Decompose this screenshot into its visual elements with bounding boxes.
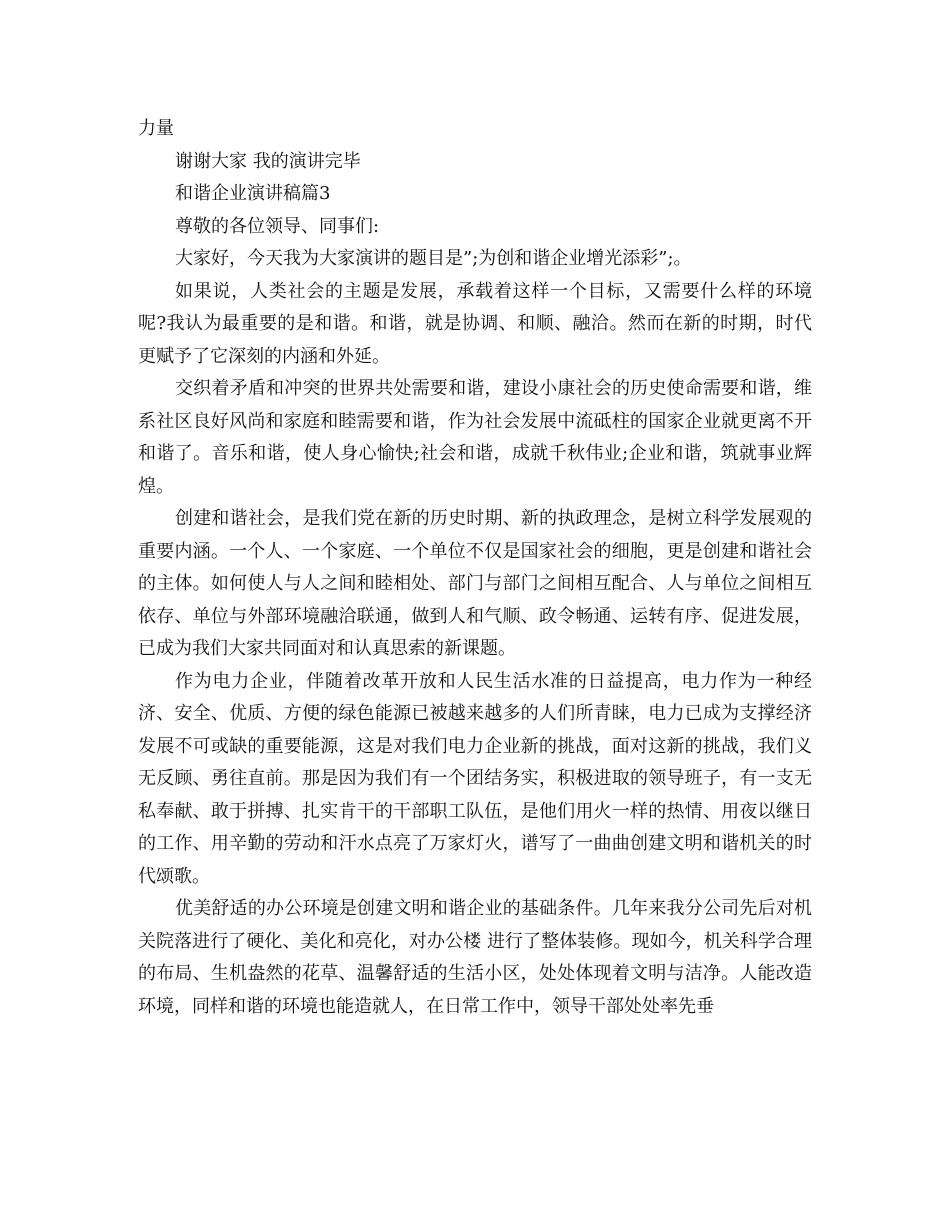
salutation: 尊敬的各位领导、同事们: — [175, 215, 380, 237]
text-line-closing: 谢谢大家 我的演讲完毕 — [175, 150, 361, 172]
paragraph-5: 优美舒适的办公环境是创建文明和谐企业的基础条件。几年来我分公司先后对机关院落进行了硬化、美化和亮化，对办公楼 进行了整体装修。现如今，机关科学合理的布局、生机盎然的花草、温馨舒适的生活小区，处处体现着文明与洁净。人能改造环境，同样和谐的环境也能造就人，在日常工作中，领导干部处处率先垂 — [138, 898, 812, 1017]
section-heading: 和谐企业演讲稿篇3 — [175, 183, 331, 204]
document-body — [138, 113, 812, 1023]
greeting-line: 大家好，今天我为大家演讲的题目是”;为创和谐企业增光添彩”;。 — [175, 248, 692, 269]
paragraph-2: 交织着矛盾和冲突的世界共处需要和谐，建设小康社会的历史使命需要和谐，维系社区良好风尚和家庭和睦需要和谐，作为社会发展中流砥柱的国家企业就更离不开和谐了。音乐和谐，使人身心愉快;社会和谐，成就千秋伟业;企业和谐，筑就事业辉煌。 — [138, 378, 812, 497]
paragraph-4: 作为电力企业，伴随着改革开放和人民生活水准的日益提高，电力作为一种经济、安全、优质、方便的绿色能源已被越来越多的人们所青睐，电力已成为支撑经济发展不可或缺的重要能源，这是对我们电力企业新的挑战，面对这新的挑战，我们义无反顾、勇往直前。那是因为我们有一个团结务实，积极进取的领导班子，有一支无私奉献、敢于拼搏、扎实肯干的干部职工队伍，是他们用火一样的热情、用夜以继日的工作、用辛勤的劳动和汗水点亮了万家灯火，谱写了一曲曲创建文明和谐机关的时代颂歌。 — [138, 670, 812, 887]
paragraph-3: 创建和谐社会，是我们党在新的历史时期、新的执政理念，是树立科学发展观的重要内涵。一个人、一个家庭、一个单位不仅是国家社会的细胞，更是创建和谐社会的主体。如何使人与人之间和睦相处、部门与部门之间相互配合、人与单位之间相互依存、单位与外部环境融洽联通，做到人和气顺、政令畅通、运转有序、促进发展，已成为我们大家共同面对和认真思索的新课题。 — [138, 508, 812, 659]
paragraph-1: 如果说，人类社会的主题是发展，承载着这样一个目标，又需要什么样的环境呢?我认为最重要的是和谐。和谐，就是协调、和顺、融洽。然而在新的时期，时代更赋予了它深刻的内涵和外延。 — [138, 280, 812, 367]
text-line-continuation: 力量 — [138, 118, 174, 139]
